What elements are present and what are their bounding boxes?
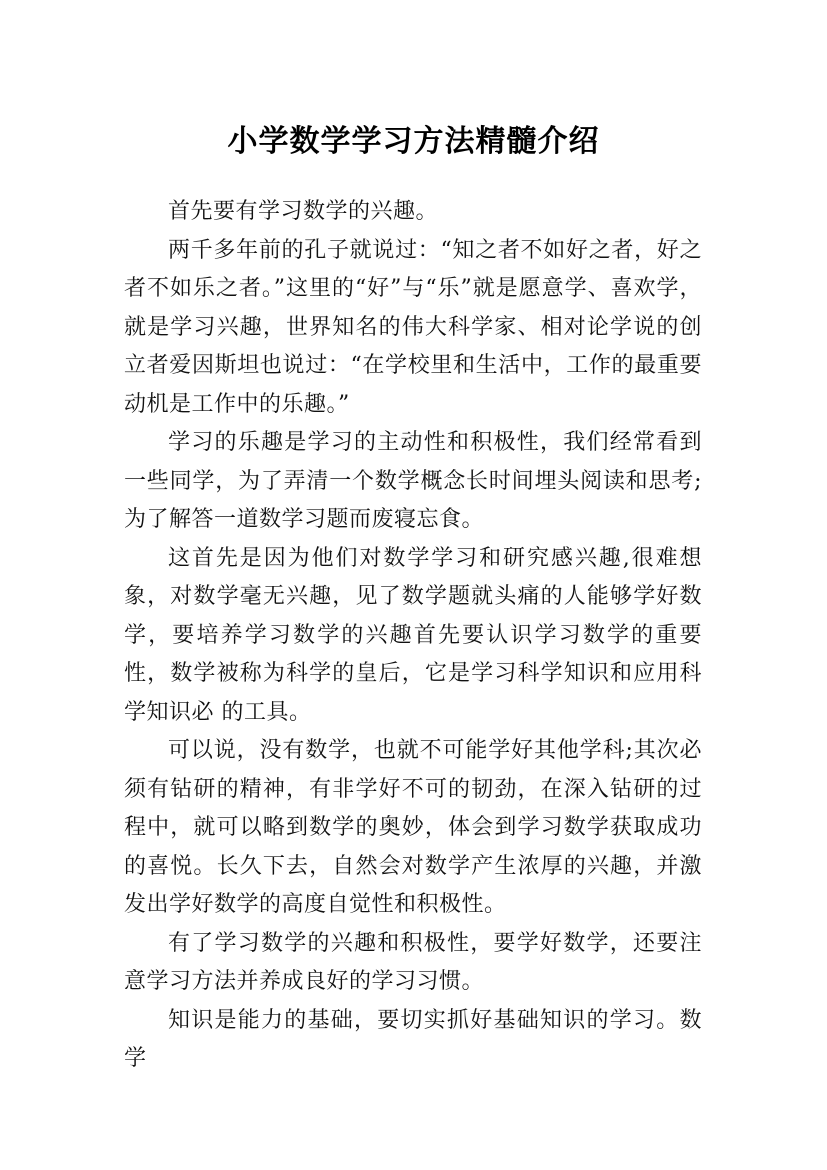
paragraph: 有了学习数学的兴趣和积极性，要学好数学，还要注意学习方法并养成良好的学习习惯。 xyxy=(124,930,702,994)
paragraph: 可以说，没有数学，也就不可能学好其他学科;其次必须有钻研的精神，有非学好不可的韧劲，在深入钻研的过程中，就可以略到数学的奥妙，体会到学习数学获取成功的喜悦。长久下去，自然会对数学产生浓厚的兴趣，并激发出学好数学的高度自觉性和积极性。 xyxy=(124,738,702,917)
document-title: 小学数学学习方法精髓介绍 xyxy=(227,124,600,160)
document-body xyxy=(124,193,702,1079)
paragraph: 知识是能力的基础，要切实抓好基础知识的学习。数学 xyxy=(124,1007,702,1071)
paragraph: 这首先是因为他们对数学学习和研究感兴趣,很难想象，对数学毫无兴趣，见了数学题就头痛的人能够学好数学，要培养学习数学的兴趣首先要认识学习数学的重要性，数学被称为科学的皇后，它是学习科学知识和应用科学知识必 的工具。 xyxy=(124,545,702,725)
paragraph: 两千多年前的孔子就说过：“知之者不如好之者，好之者不如乐之者。”这里的“好”与“乐”就是愿意学、喜欢学，就是学习兴趣，世界知名的伟大科学家、相对论学说的创立者爱因斯坦也说过：“在学校里和生活中，工作的最重要动机是工作中的乐趣。” xyxy=(124,237,702,417)
paragraph: 学习的乐趣是学习的主动性和积极性，我们经常看到一些同学，为了弄清一个数学概念长时间埋头阅读和思考;为了解答一道数学习题而废寝忘食。 xyxy=(124,430,702,532)
paragraph: 首先要有学习数学的兴趣。 xyxy=(168,199,439,224)
